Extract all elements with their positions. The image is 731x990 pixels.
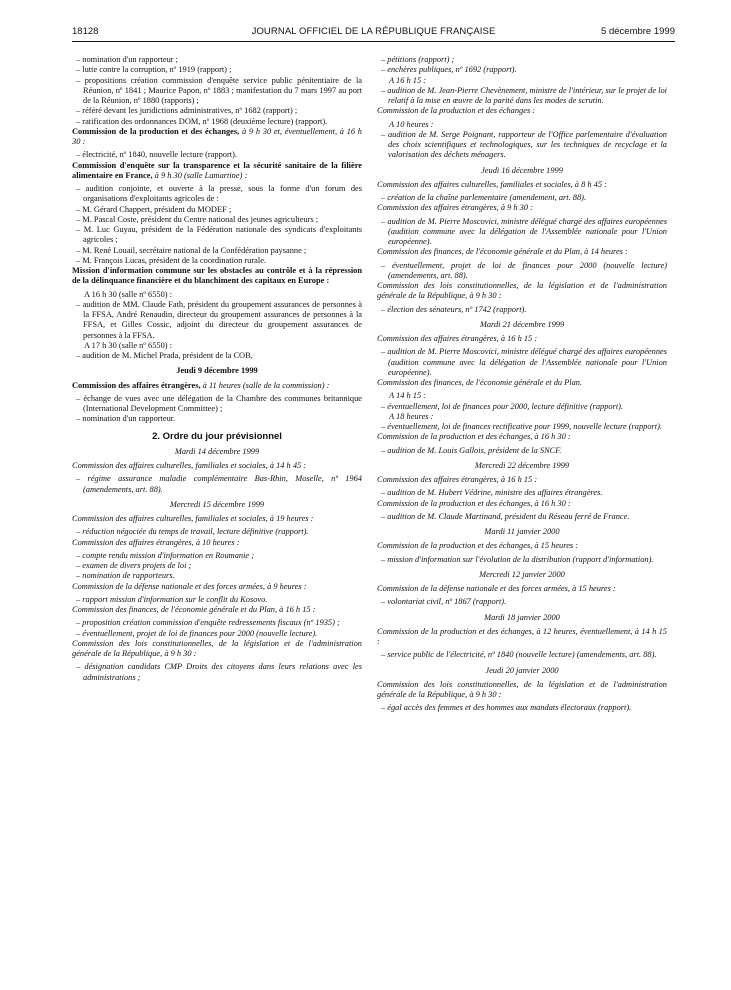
commission-heading: Commission des affaires culturelles, familiales et sociales, à 8 h 45 : [377,179,607,189]
commission-schedule: à 9 h 30 (salle Lamartine) : [152,170,248,180]
agenda-item: – M. François Lucas, président de la coordination rurale. [76,255,267,265]
agenda-item: – éventuellement, loi de finances pour 2000, lecture définitive (rapport). [381,401,624,411]
agenda-item: – rapport mission d'information sur le conflit du Kosovo. [76,594,268,604]
agenda-item: – M. Pascal Coste, président du Centre national des jeunes agriculteurs ; [76,214,319,224]
agenda-item: – audition de M. Hubert Védrine, ministre des affaires étrangères. [381,488,603,498]
session-time: A 16 h 15 : [389,75,427,85]
agenda-item: – échange de vues avec une délégation de la Chambre des communes britannique (International Development Committee) ; [76,393,362,413]
day-heading: Mercredi 22 décembre 1999 [474,460,570,470]
commission-heading: Commission des affaires culturelles, familiales et sociales, à 14 h 45 : [72,461,307,470]
session-time: A 10 heures : [389,119,434,129]
day-heading: Mardi 14 décembre 1999 [174,446,260,456]
session-time: A 14 h 15 : [389,391,427,401]
agenda-item: – nomination d'un rapporteur ; [76,55,178,64]
commission-name: Commission des affaires étrangères, [72,380,201,390]
agenda-item: – service public de l'électricité, nº 1840 (nouvelle lecture) (amendements, art. 88). [381,650,657,660]
agenda-item: – M. Gérard Chappert, président du MODEF ; [76,204,232,214]
agenda-item: – audition de M. Claude Martinand, président du Réseau ferré de France. [381,511,630,521]
commission-heading [72,381,362,391]
commission-heading: Commission de la production et des échanges, à 16 h 30 : [377,432,571,442]
commission-schedule: à 11 heures (salle de la commission) : [200,380,330,390]
commission-heading: Commission de la production et des échanges : [377,106,536,116]
commission-heading: Commission des affaires étrangères, à 9 h 30 : [377,203,533,213]
commission-name: Mission d'information commune sur les obstacles au contrôle et à la répression de la délinquance financière et du blanchiment des capitaux en Europe : [72,266,362,286]
agenda-item: – examen de divers projets de loi ; [76,561,192,570]
agenda-item: – désignation candidats CMP Droits des citoyens dans leurs relations avec les administrations ; [76,662,362,682]
agenda-item: – M. René Louail, secrétaire national de la Confédération paysanne ; [76,245,307,255]
agenda-item: – audition de M. Serge Poignant, rapporteur de l'Office parlementaire d'évaluation des choix scientifiques et technologiques, sur les techniques de recyclage et la valorisation des déchets ménagers. [381,129,667,160]
day-heading: Jeudi 16 décembre 1999 [481,165,563,175]
agenda-item: – lutte contre la corruption, nº 1919 (rapport) ; [76,65,232,75]
commission-heading: Commission des finances, de l'économie générale et du Plan. [377,378,583,387]
agenda-item: – mission d'information sur l'évolution de la distribution (rapport d'information). [381,554,654,564]
agenda-item: – compte rendu mission d'information en Roumanie ; [76,550,255,560]
right-column [377,55,667,714]
issue-date: 5 décembre 1999 [601,26,675,37]
commission-heading: Commission des affaires culturelles, familiales et sociales, à 19 heures : [72,514,314,523]
agenda-item: – audition conjointe, et ouverte à la presse, sous la forme d'un forum des organisations d'exploitants agricoles de : [76,184,362,204]
session-time: A 16 h 30 (salle nº 6550) : [84,289,172,299]
commission-heading [72,266,362,287]
agenda-item: – enchères publiques, nº 1692 (rapport). [381,65,517,75]
agenda-item: – audition de MM. Claude Fath, président du groupement assurances de personnes à la FFSA, André Renaudin, directeur du groupement assurances de personnes à la FFSA, et Gilles Cossic, adjoint du directeur du groupement assurances de personnes à la FFSA. [76,299,362,340]
day-heading: Jeudi 20 janvier 2000 [485,665,559,675]
agenda-item: – éventuellement, projet de loi de finances pour 2000 (nouvelle lecture). [76,628,318,638]
agenda-item: – nomination d'un rapporteur. [76,414,176,424]
agenda-item: – pétitions (rapport) ; [381,55,455,64]
session-time: A 18 heures : [389,411,434,421]
commission-heading: Commission des affaires étrangères, à 10 heures : [72,537,240,547]
agenda-item: – égal accès des femmes et des hommes aux mandats électoraux (rapport). [381,703,632,713]
commission-heading: Commission des affaires étrangères, à 16 h 15 : [377,334,538,343]
agenda-item: – référé devant les juridictions administratives, nº 1682 (rapport) ; [76,106,298,116]
left-column [72,55,362,683]
agenda-item: – audition de M. Louis Gallois, président de la SNCF. [381,445,562,455]
commission-name: Commission d'enquête sur la transparence et la sécurité sanitaire de la filière alimentaire en France, [72,160,362,180]
day-heading: Mardi 21 décembre 1999 [479,319,565,329]
commission-heading: Commission des finances, de l'économie générale et du Plan, à 14 heures : [377,247,628,257]
agenda-item: – propositions création commission d'enquête service public pénitentiaire de la Réunion, nº 1841 ; Maurice Papon, nº 1883 ; manifestation du 7 mars 1997 au port de la Réunion, nº 1880 (rapports) ; [76,75,362,105]
agenda-item: – régime assurance maladie complémentaire Bas-Rhin, Moselle, nº 1964 (amendements, art. 88). [76,474,362,494]
day-heading: Mercredi 12 janvier 2000 [479,569,565,579]
agenda-item: – éventuellement, projet de loi de finances pour 2000 (nouvelle lecture) (amendements, art. 88). [381,260,667,280]
commission-heading: Commission des affaires étrangères, à 16 h 15 : [377,475,538,484]
agenda-item: – électricité, nº 1840, nouvelle lecture (rapport). [76,150,237,160]
commission-name: Commission de la production et des échanges, [72,126,240,136]
header-rule [72,41,675,42]
commission-heading [72,127,362,148]
agenda-item: – M. Luc Guyau, président de la Fédération nationale des syndicats d'exploitants agricoles ; [76,225,362,245]
section-title: 2. Ordre du jour prévisionnel [152,430,282,442]
agenda-item: – nomination de rapporteurs. [76,571,175,581]
page-number: 18128 [72,26,99,37]
agenda-item: – audition de M. Jean-Pierre Chevènement, ministre de l'intérieur, sur le projet de loi relatif à la mise en œuvre de la parité dans les modes de scrutin. [381,85,668,105]
session-time: A 17 h 30 (salle nº 6550) : [84,340,172,350]
commission-heading: Commission des finances, de l'économie générale et du Plan, à 16 h 15 : [72,605,316,614]
journal-title: JOURNAL OFFICIEL DE LA RÉPUBLIQUE FRANÇAISE [251,26,496,37]
agenda-item: – éventuellement, loi de finances rectificative pour 1999, nouvelle lecture (rapport). [381,422,663,431]
agenda-item: – création de la chaîne parlementaire (amendement, art. 88). [381,193,587,202]
commission-heading: Commission des lois constitutionnelles, de la législation et de l'administration générale de la République, à 9 h 30 : [377,281,667,301]
commission-heading: Commission de la production et des échanges, à 12 heures, éventuellement, à 14 h 15 : [377,626,667,646]
agenda-item: – élection des sénateurs, nº 1742 (rapport). [381,304,527,314]
day-heading: Jeudi 9 décembre 1999 [176,366,258,376]
day-heading: Mardi 18 janvier 2000 [484,612,560,622]
day-heading: Mercredi 15 décembre 1999 [169,499,265,509]
commission-heading: Commission de la défense nationale et des forces armées, à 9 heures : [72,581,307,591]
commission-heading: Commission des lois constitutionnelles, de la législation et de l'administration générale de la République, à 9 h 30 : [72,638,362,658]
day-heading: Mardi 11 janvier 2000 [484,527,560,536]
agenda-item: – audition de M. Pierre Moscovici, ministre délégué chargé des affaires européennes (audition commune avec la délégation de l'Assemblée nationale pour l'Union européenne). [381,347,667,377]
commission-heading: Commission de la production et des échanges, à 16 h 30 : [377,498,571,508]
agenda-item: – audition de M. Michel Prada, président de la COB. [76,351,253,360]
page-header [72,26,675,40]
commission-heading: Commission des lois constitutionnelles, de la législation et de l'administration générale de la République, à 9 h 30 : [377,679,667,699]
agenda-item: – réduction négociée du temps de travail, lecture définitive (rapport). [76,527,309,537]
commission-heading: Commission de la défense nationale et des forces armées, à 15 heures : [377,584,616,593]
agenda-item: – ratification des ordonnances DOM, nº 1968 (deuxième lecture) (rapport). [76,116,328,126]
agenda-item: – proposition création commission d'enquête redressements fiscaux (nº 1935) ; [76,618,340,628]
commission-schedule: à 9 h 30 et, éventuellement, à 16 h 30 : [72,126,362,146]
agenda-item: – volontariat civil, nº 1867 (rapport). [381,597,507,607]
agenda-item: – audition de M. Pierre Moscovici, ministre délégué chargé des affaires européennes (audition commune avec la délégation de l'Assemblée nationale pour l'Union européenne). [381,216,667,246]
commission-heading: Commission de la production et des échanges, à 15 heures : [377,541,579,551]
commission-heading [72,161,362,182]
